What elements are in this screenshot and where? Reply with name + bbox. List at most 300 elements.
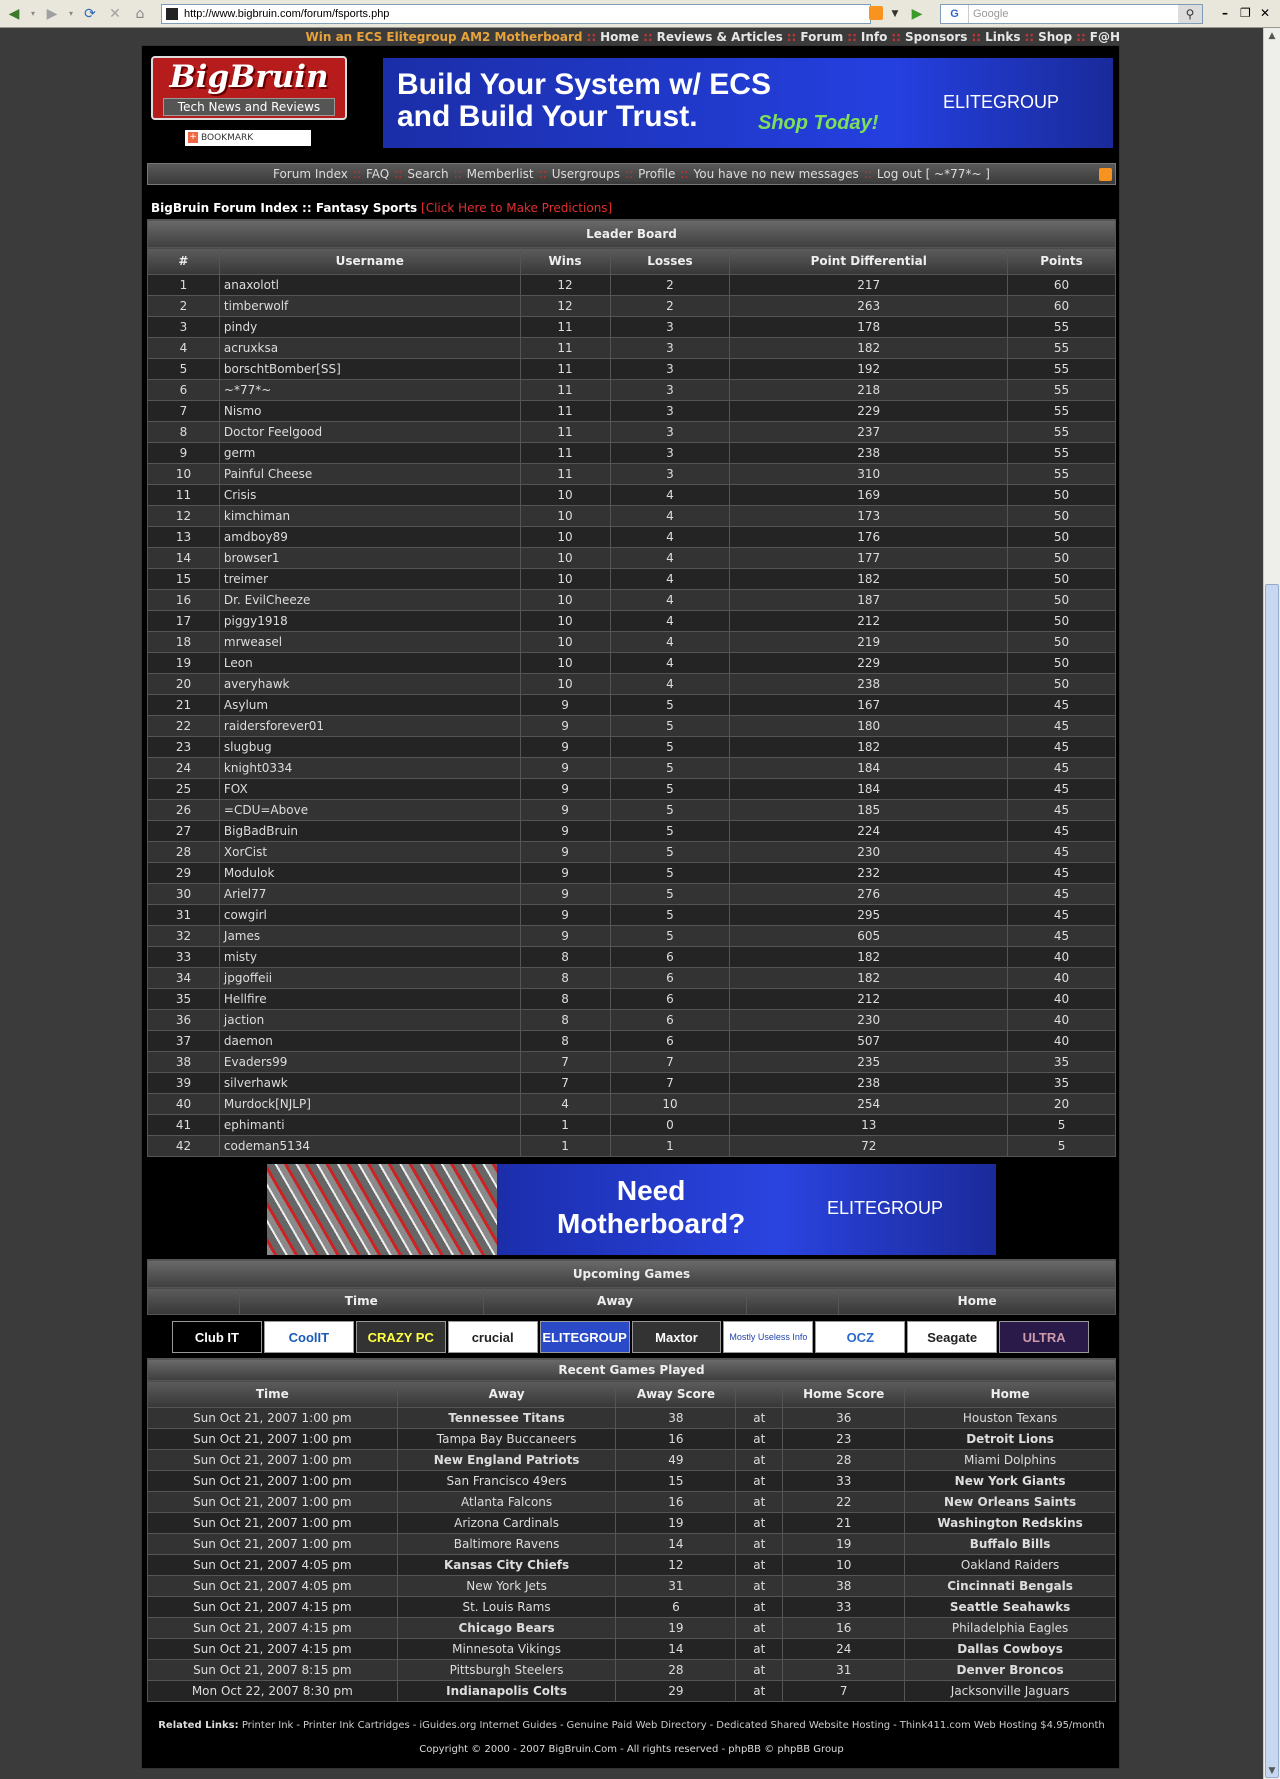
point-diff-cell: 229: [730, 401, 1008, 422]
point-diff-cell: 169: [730, 485, 1008, 506]
banner2-line2: Motherboard?: [557, 1208, 746, 1239]
rank-cell: 15: [148, 569, 220, 590]
home-team-cell: Buffalo Bills: [905, 1534, 1116, 1555]
losses-cell: 2: [610, 296, 730, 317]
rss-feed-icon[interactable]: [869, 6, 883, 20]
username-cell[interactable]: XorCist: [219, 842, 520, 863]
wins-cell: 11: [520, 317, 610, 338]
home-team-cell: Denver Broncos: [905, 1660, 1116, 1681]
table-row: [148, 989, 1116, 1010]
game-time-cell: Sun Oct 21, 2007 4:15 pm: [148, 1639, 398, 1660]
username-cell[interactable]: Modulok: [219, 863, 520, 884]
point-diff-cell: 276: [730, 884, 1008, 905]
home-score-cell: 33: [783, 1597, 905, 1618]
away-score-cell: 12: [616, 1555, 736, 1576]
nav-reviews[interactable]: Reviews & Articles: [656, 30, 783, 44]
losses-cell: 4: [610, 653, 730, 674]
username-cell[interactable]: Evaders99: [219, 1052, 520, 1073]
table-row: [148, 758, 1116, 779]
game-time-cell: Sun Oct 21, 2007 1:00 pm: [148, 1429, 398, 1450]
points-cell: 55: [1008, 359, 1116, 380]
rank-cell: 20: [148, 674, 220, 695]
top-navigation: Win an ECS Elitegroup AM2 Motherboard :: Home :: Reviews & Articles :: Forum :: Info :: Sponsors :: Links :: Shop :: F@H: [305, 30, 1120, 44]
table-row: [148, 485, 1116, 506]
username-cell[interactable]: ephimanti: [219, 1115, 520, 1136]
at-cell: at: [736, 1513, 783, 1534]
rank-cell: 31: [148, 905, 220, 926]
table-row: [148, 464, 1116, 485]
nav-sponsors[interactable]: Sponsors: [904, 30, 968, 44]
username-cell[interactable]: codeman5134: [219, 1136, 520, 1157]
points-cell: 20: [1008, 1094, 1116, 1115]
wins-cell: 10: [520, 611, 610, 632]
rank-cell: 39: [148, 1073, 220, 1094]
username-cell[interactable]: slugbug: [219, 737, 520, 758]
points-cell: 45: [1008, 884, 1116, 905]
username-cell[interactable]: timberwolf: [219, 296, 520, 317]
username-cell[interactable]: James: [219, 926, 520, 947]
forum-menu: Forum Index :: FAQ :: Search :: Memberlist :: Usergroups :: Profile :: You have no new messages :: Log out [ ~*77*~ ]: [147, 163, 1116, 185]
points-cell: 45: [1008, 716, 1116, 737]
wins-cell: 10: [520, 548, 610, 569]
username-cell[interactable]: Nismo: [219, 401, 520, 422]
home-score-cell: 22: [783, 1492, 905, 1513]
point-diff-cell: 212: [730, 611, 1008, 632]
username-cell[interactable]: piggy1918: [219, 611, 520, 632]
username-cell[interactable]: raidersforever01: [219, 716, 520, 737]
points-cell: 40: [1008, 1031, 1116, 1052]
recent-games-table: [147, 1358, 1116, 1702]
table-row: [148, 695, 1116, 716]
home-score-cell: 10: [783, 1555, 905, 1576]
points-cell: 45: [1008, 737, 1116, 758]
point-diff-cell: 238: [730, 674, 1008, 695]
related-link[interactable]: Genuine Paid Web Directory: [566, 1720, 707, 1731]
site-logo[interactable]: [151, 56, 347, 120]
points-cell: 55: [1008, 317, 1116, 338]
url-bar[interactable]: [161, 4, 871, 24]
leaderboard-col-header: Wins: [520, 248, 610, 275]
rank-cell: 21: [148, 695, 220, 716]
menu-forum-index[interactable]: Forum Index: [272, 167, 348, 181]
table-row: [148, 905, 1116, 926]
upcoming-col-header: [747, 1288, 839, 1315]
username-cell[interactable]: borschtBomber[SS]: [219, 359, 520, 380]
point-diff-cell: 218: [730, 380, 1008, 401]
rank-cell: 41: [148, 1115, 220, 1136]
game-time-cell: Sun Oct 21, 2007 1:00 pm: [148, 1513, 398, 1534]
point-diff-cell: 507: [730, 1031, 1008, 1052]
username-cell[interactable]: browser1: [219, 548, 520, 569]
related-link[interactable]: Printer Ink: [241, 1720, 294, 1731]
table-row: [148, 1408, 1116, 1429]
points-cell: 50: [1008, 527, 1116, 548]
scrollbar-thumb[interactable]: [1265, 584, 1279, 1778]
username-cell[interactable]: Painful Cheese: [219, 464, 520, 485]
home-team-cell: New Orleans Saints: [905, 1492, 1116, 1513]
wins-cell: 7: [520, 1073, 610, 1094]
menu-profile[interactable]: Profile: [638, 167, 676, 181]
sponsor-logo[interactable]: Seagate: [907, 1321, 997, 1353]
away-team-cell: Indianapolis Colts: [397, 1681, 616, 1702]
scroll-up-icon[interactable]: ▲: [1268, 31, 1276, 41]
point-diff-cell: 212: [730, 989, 1008, 1010]
rank-cell: 34: [148, 968, 220, 989]
rank-cell: 29: [148, 863, 220, 884]
home-score-cell: 36: [783, 1408, 905, 1429]
losses-cell: 3: [610, 317, 730, 338]
rank-cell: 24: [148, 758, 220, 779]
wins-cell: 9: [520, 779, 610, 800]
losses-cell: 2: [610, 275, 730, 296]
points-cell: 60: [1008, 296, 1116, 317]
wins-cell: 9: [520, 905, 610, 926]
stop-icon[interactable]: ✕: [109, 5, 121, 22]
table-row: [148, 1597, 1116, 1618]
username-cell[interactable]: BigBadBruin: [219, 821, 520, 842]
related-link[interactable]: Dedicated Shared Website Hosting: [716, 1720, 891, 1731]
username-cell[interactable]: acruxksa: [219, 338, 520, 359]
home-score-cell: 19: [783, 1534, 905, 1555]
table-row: [148, 1513, 1116, 1534]
nav-info[interactable]: Info: [860, 30, 888, 44]
nav-shop[interactable]: Shop: [1038, 30, 1073, 44]
table-row: [148, 590, 1116, 611]
username-cell[interactable]: mrweasel: [219, 632, 520, 653]
username-cell[interactable]: jaction: [219, 1010, 520, 1031]
username-cell[interactable]: ~*77*~: [219, 380, 520, 401]
at-cell: at: [736, 1492, 783, 1513]
username-cell[interactable]: Hellfire: [219, 989, 520, 1010]
username-cell[interactable]: jpgoffeii: [219, 968, 520, 989]
search-input[interactable]: [940, 4, 1203, 24]
away-score-cell: 29: [616, 1681, 736, 1702]
username-cell[interactable]: Dr. EvilCheeze: [219, 590, 520, 611]
nav-forum[interactable]: Forum: [800, 30, 844, 44]
restore-icon[interactable]: ❐: [1240, 6, 1251, 20]
table-row: [148, 968, 1116, 989]
rank-cell: 11: [148, 485, 220, 506]
wins-cell: 12: [520, 296, 610, 317]
vertical-scrollbar[interactable]: [1263, 28, 1280, 1779]
username-cell[interactable]: Crisis: [219, 485, 520, 506]
table-row: [148, 1639, 1116, 1660]
promo-link[interactable]: Win an ECS Elitegroup AM2 Motherboard: [305, 30, 583, 44]
nav-links[interactable]: Links: [985, 30, 1021, 44]
rank-cell: 4: [148, 338, 220, 359]
point-diff-cell: 232: [730, 863, 1008, 884]
username-cell[interactable]: amdboy89: [219, 527, 520, 548]
home-score-cell: 38: [783, 1576, 905, 1597]
point-diff-cell: 72: [730, 1136, 1008, 1157]
wins-cell: 7: [520, 1052, 610, 1073]
username-cell[interactable]: germ: [219, 443, 520, 464]
points-cell: 55: [1008, 380, 1116, 401]
point-diff-cell: 187: [730, 590, 1008, 611]
sponsor-logo[interactable]: Maxtor: [632, 1321, 722, 1353]
point-diff-cell: 182: [730, 737, 1008, 758]
points-cell: 55: [1008, 422, 1116, 443]
recent-col-header: [736, 1381, 783, 1408]
losses-cell: 3: [610, 401, 730, 422]
point-diff-cell: 230: [730, 842, 1008, 863]
banner-cta: Shop Today!: [758, 112, 879, 134]
home-team-cell: Miami Dolphins: [905, 1450, 1116, 1471]
home-score-cell: 31: [783, 1660, 905, 1681]
point-diff-cell: 229: [730, 653, 1008, 674]
table-row: [148, 1681, 1116, 1702]
point-diff-cell: 176: [730, 527, 1008, 548]
table-row: [148, 380, 1116, 401]
rank-cell: 38: [148, 1052, 220, 1073]
wins-cell: 10: [520, 632, 610, 653]
upcoming-col-header: [148, 1288, 240, 1315]
at-cell: at: [736, 1618, 783, 1639]
table-row: [148, 800, 1116, 821]
username-cell[interactable]: knight0334: [219, 758, 520, 779]
bookmark-button[interactable]: + BOOKMARK: [185, 130, 311, 146]
table-row: [148, 1052, 1116, 1073]
losses-cell: 4: [610, 632, 730, 653]
username-cell[interactable]: =CDU=Above: [219, 800, 520, 821]
table-row: [148, 842, 1116, 863]
point-diff-cell: 180: [730, 716, 1008, 737]
rank-cell: 5: [148, 359, 220, 380]
username-cell[interactable]: cowgirl: [219, 905, 520, 926]
points-cell: 50: [1008, 548, 1116, 569]
table-row: [148, 1492, 1116, 1513]
favicon-icon: [166, 8, 178, 20]
points-cell: 5: [1008, 1115, 1116, 1136]
related-link[interactable]: Printer Ink Cartridges: [302, 1720, 410, 1731]
upcoming-title: Upcoming Games: [148, 1260, 1116, 1288]
points-cell: 45: [1008, 758, 1116, 779]
leaderboard-col-header: Points: [1008, 248, 1116, 275]
nav-fah[interactable]: F@H: [1089, 30, 1120, 44]
table-row: [148, 1031, 1116, 1052]
back-icon[interactable]: ◀: [8, 5, 20, 22]
points-cell: 50: [1008, 590, 1116, 611]
points-cell: 40: [1008, 1010, 1116, 1031]
username-cell[interactable]: Leon: [219, 653, 520, 674]
at-cell: at: [736, 1450, 783, 1471]
predictions-link[interactable]: [Click Here to Make Predictions]: [421, 201, 613, 215]
rank-cell: 42: [148, 1136, 220, 1157]
wins-cell: 10: [520, 674, 610, 695]
losses-cell: 4: [610, 527, 730, 548]
points-cell: 45: [1008, 905, 1116, 926]
points-cell: 60: [1008, 275, 1116, 296]
upcoming-games-table: [147, 1259, 1116, 1315]
point-diff-cell: 310: [730, 464, 1008, 485]
menu-logout[interactable]: Log out [ ~*77*~ ]: [876, 167, 990, 181]
menu-memberlist[interactable]: Memberlist: [466, 167, 534, 181]
table-row: [148, 1660, 1116, 1681]
away-team-cell: Pittsburgh Steelers: [397, 1660, 616, 1681]
losses-cell: 5: [610, 842, 730, 863]
home-team-cell: Seattle Seahawks: [905, 1597, 1116, 1618]
leaderboard-col-header: Losses: [610, 248, 730, 275]
losses-cell: 3: [610, 464, 730, 485]
scroll-down-icon[interactable]: ▼: [1268, 1766, 1276, 1776]
leaderboard-col-header: Username: [219, 248, 520, 275]
points-cell: 50: [1008, 569, 1116, 590]
username-cell[interactable]: FOX: [219, 779, 520, 800]
banner2-brand: ELITEGROUP: [827, 1198, 944, 1218]
sponsor-logo[interactable]: crucial: [448, 1321, 538, 1353]
sponsor-logo[interactable]: CRAZY PC: [356, 1321, 446, 1353]
username-cell[interactable]: daemon: [219, 1031, 520, 1052]
points-cell: 45: [1008, 842, 1116, 863]
menu-faq[interactable]: FAQ: [365, 167, 390, 181]
username-cell[interactable]: averyhawk: [219, 674, 520, 695]
menu-usergroups[interactable]: Usergroups: [551, 167, 620, 181]
points-cell: 45: [1008, 800, 1116, 821]
username-cell[interactable]: misty: [219, 947, 520, 968]
search-icon[interactable]: ⚲: [1178, 5, 1202, 23]
wins-cell: 9: [520, 926, 610, 947]
banner-line1: Build Your System w/ ECS: [397, 68, 771, 101]
point-diff-cell: 185: [730, 800, 1008, 821]
related-link[interactable]: Think411.com Web Hosting $4.95/month: [899, 1720, 1105, 1731]
sponsor-logo[interactable]: Club IT: [172, 1321, 262, 1353]
wins-cell: 8: [520, 1010, 610, 1031]
losses-cell: 6: [610, 947, 730, 968]
point-diff-cell: 235: [730, 1052, 1008, 1073]
rss-icon[interactable]: [1099, 168, 1112, 181]
reload-icon[interactable]: ⟳: [84, 5, 96, 22]
away-team-cell: New York Jets: [397, 1576, 616, 1597]
ecs-top-banner[interactable]: [383, 58, 1113, 148]
game-time-cell: Sun Oct 21, 2007 4:05 pm: [148, 1576, 398, 1597]
sponsor-logo[interactable]: Mostly Useless Info: [723, 1321, 813, 1353]
username-cell[interactable]: Asylum: [219, 695, 520, 716]
rank-cell: 16: [148, 590, 220, 611]
username-cell[interactable]: pindy: [219, 317, 520, 338]
home-team-cell: New York Giants: [905, 1471, 1116, 1492]
username-cell[interactable]: treimer: [219, 569, 520, 590]
menu-search[interactable]: Search: [407, 167, 449, 181]
wins-cell: 8: [520, 1031, 610, 1052]
sponsor-logo[interactable]: CoolIT: [264, 1321, 354, 1353]
away-team-cell: Baltimore Ravens: [397, 1534, 616, 1555]
forward-dropdown-icon[interactable]: ▾: [68, 9, 73, 18]
breadcrumb-path[interactable]: BigBruin Forum Index :: Fantasy Sports: [151, 201, 418, 215]
game-time-cell: Sun Oct 21, 2007 1:00 pm: [148, 1471, 398, 1492]
wins-cell: 9: [520, 800, 610, 821]
username-cell[interactable]: Doctor Feelgood: [219, 422, 520, 443]
browser-toolbar: [0, 0, 1280, 28]
points-cell: 50: [1008, 653, 1116, 674]
game-time-cell: Sun Oct 21, 2007 4:05 pm: [148, 1555, 398, 1576]
home-team-cell: Washington Redskins: [905, 1513, 1116, 1534]
at-cell: at: [736, 1597, 783, 1618]
wins-cell: 9: [520, 695, 610, 716]
away-team-cell: New England Patriots: [397, 1450, 616, 1471]
table-row: [148, 1576, 1116, 1597]
losses-cell: 5: [610, 695, 730, 716]
ecs-motherboard-banner[interactable]: [267, 1164, 996, 1255]
menu-messages[interactable]: You have no new messages: [693, 167, 859, 181]
points-cell: 40: [1008, 968, 1116, 989]
at-cell: at: [736, 1429, 783, 1450]
wins-cell: 10: [520, 569, 610, 590]
wins-cell: 8: [520, 968, 610, 989]
wins-cell: 9: [520, 821, 610, 842]
banner2-line1: Need: [616, 1175, 686, 1206]
away-team-cell: Arizona Cardinals: [397, 1513, 616, 1534]
url-text: http://www.bigbruin.com/forum/fsports.php: [184, 8, 390, 20]
home-score-cell: 28: [783, 1450, 905, 1471]
upcoming-col-header: Time: [239, 1288, 483, 1315]
home-icon[interactable]: ⌂: [135, 5, 145, 22]
wins-cell: 1: [520, 1115, 610, 1136]
recent-col-header: Away: [397, 1381, 616, 1408]
forward-icon[interactable]: ▶: [46, 5, 58, 22]
go-icon[interactable]: ▶: [911, 6, 923, 22]
losses-cell: 4: [610, 674, 730, 695]
url-history-dropdown-icon[interactable]: ▼: [891, 9, 899, 19]
rank-cell: 26: [148, 800, 220, 821]
losses-cell: 5: [610, 884, 730, 905]
away-score-cell: 6: [616, 1597, 736, 1618]
breadcrumb: [151, 201, 612, 215]
leaderboard-header-row: [148, 248, 1116, 275]
wins-cell: 4: [520, 1094, 610, 1115]
rank-cell: 40: [148, 1094, 220, 1115]
username-cell[interactable]: anaxolotl: [219, 275, 520, 296]
username-cell[interactable]: silverhawk: [219, 1073, 520, 1094]
close-icon[interactable]: ✕: [1260, 6, 1271, 20]
losses-cell: 3: [610, 380, 730, 401]
rank-cell: 8: [148, 422, 220, 443]
at-cell: at: [736, 1576, 783, 1597]
losses-cell: 5: [610, 926, 730, 947]
rank-cell: 9: [148, 443, 220, 464]
google-icon[interactable]: G: [941, 5, 969, 23]
related-link[interactable]: iGuides.org Internet Guides: [419, 1720, 557, 1731]
recent-col-header: Home Score: [783, 1381, 905, 1408]
nav-home[interactable]: Home: [600, 30, 640, 44]
home-team-cell: Cincinnati Bengals: [905, 1576, 1116, 1597]
table-row: [148, 947, 1116, 968]
sponsor-logo[interactable]: OCZ: [815, 1321, 905, 1353]
rank-cell: 33: [148, 947, 220, 968]
points-cell: 55: [1008, 443, 1116, 464]
rank-cell: 35: [148, 989, 220, 1010]
table-row: [148, 1115, 1116, 1136]
sponsor-logo[interactable]: ELITEGROUP: [540, 1321, 630, 1353]
table-row: [148, 632, 1116, 653]
wins-cell: 11: [520, 359, 610, 380]
sponsor-logo[interactable]: ULTRA: [999, 1321, 1089, 1353]
table-row: [148, 821, 1116, 842]
wins-cell: 12: [520, 275, 610, 296]
username-cell[interactable]: Ariel77: [219, 884, 520, 905]
point-diff-cell: 217: [730, 275, 1008, 296]
username-cell[interactable]: Murdock[NJLP]: [219, 1094, 520, 1115]
username-cell[interactable]: kimchiman: [219, 506, 520, 527]
back-dropdown-icon[interactable]: ▾: [30, 9, 35, 18]
table-row: [148, 737, 1116, 758]
game-time-cell: Sun Oct 21, 2007 4:15 pm: [148, 1618, 398, 1639]
table-row: [148, 674, 1116, 695]
losses-cell: 3: [610, 359, 730, 380]
point-diff-cell: 177: [730, 548, 1008, 569]
points-cell: 50: [1008, 632, 1116, 653]
minimize-icon[interactable]: –: [1222, 6, 1228, 20]
away-team-cell: Chicago Bears: [397, 1618, 616, 1639]
